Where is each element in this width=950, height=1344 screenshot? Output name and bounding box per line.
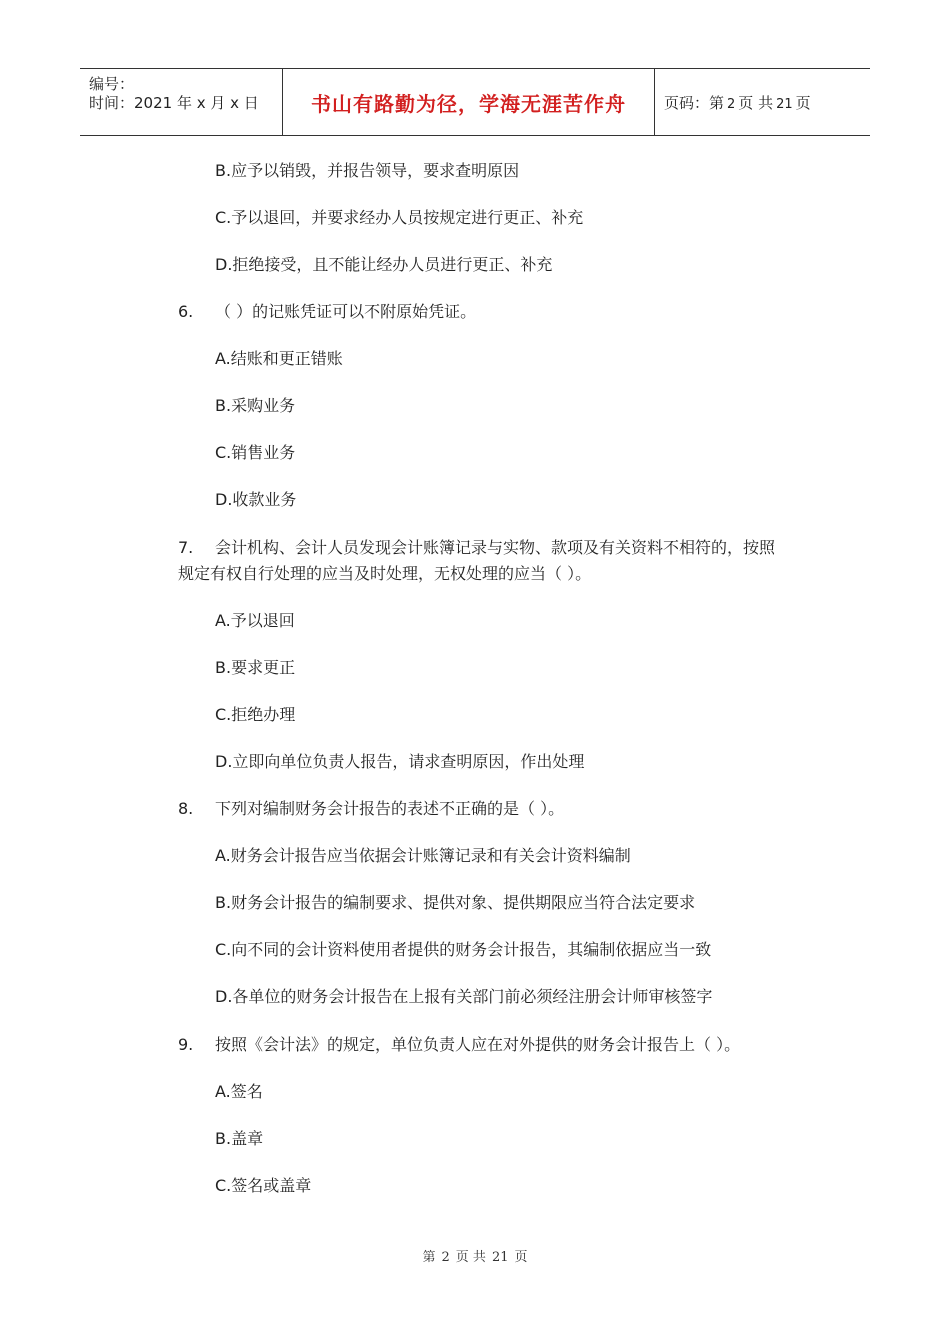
footer-mid: 页 共 [455, 1250, 486, 1265]
header-motto-cell [282, 69, 655, 135]
q7-text-line1: 会计机构、会计人员发现会计账簿记录与实物、款项及有关资料不相符的，按照 [215, 538, 776, 557]
header-left-cell [80, 69, 282, 135]
q6-option-d: D.收款业务 [215, 490, 297, 509]
q7-option-d: D.立即向单位负责人报告，请求查明原因，作出处理 [215, 752, 585, 771]
q8-option-d: D.各单位的财务会计报告在上报有关部门前必须经注册会计师审核签字 [215, 987, 713, 1006]
q7-option-c: C.拒绝办理 [215, 705, 296, 724]
document-code-label: 编号： [89, 75, 135, 93]
footer-prefix: 第 [422, 1250, 436, 1265]
header-page-current: 2 [727, 96, 736, 112]
footer-page-total: 21 [491, 1250, 509, 1265]
q8-number: 8. [178, 799, 194, 818]
q6-option-a: A.结账和更正错账 [215, 349, 343, 368]
page-footer [0, 1246, 950, 1265]
q8-text: 下列对编制财务会计报告的表述不正确的是（ ）。 [215, 799, 565, 818]
q6-text: （ ）的记账凭证可以不附原始凭证。 [215, 302, 477, 321]
document-date-label: 时间：2021 年 x 月 x 日 [89, 94, 259, 112]
footer-page-current: 2 [441, 1250, 450, 1265]
q9-number: 9. [178, 1035, 194, 1054]
q9-option-b: B.盖章 [215, 1129, 264, 1148]
page-header [80, 68, 870, 136]
q5-option-c: C.予以退回，并要求经办人员按规定进行更正、补充 [215, 208, 584, 227]
q5-option-d: D.拒绝接受，且不能让经办人员进行更正、补充 [215, 255, 553, 274]
q8-option-a: A.财务会计报告应当依据会计账簿记录和有关会计资料编制 [215, 846, 631, 865]
q8-option-b: B.财务会计报告的编制要求、提供对象、提供期限应当符合法定要求 [215, 893, 696, 912]
q6-number: 6. [178, 302, 194, 321]
header-motto: 书山有路勤为径，学海无涯苦作舟 [311, 91, 626, 116]
header-page-total: 21 [776, 96, 793, 112]
header-page-info [664, 92, 811, 113]
header-page-suffix: 页 [795, 93, 811, 112]
q7-text-line2: 规定有权自行处理的应当及时处理，无权处理的应当（ ）。 [178, 564, 592, 583]
header-page-cell [655, 69, 870, 135]
header-page-mid: 页 共 [738, 93, 774, 112]
header-page-prefix: 页码：第 [664, 93, 725, 112]
q5-option-b: B.应予以销毁，并报告领导，要求查明原因 [215, 161, 520, 180]
q7-option-b: B.要求更正 [215, 658, 296, 677]
q7-option-a: A.予以退回 [215, 611, 295, 630]
q7-number: 7. [178, 538, 194, 557]
q9-option-a: A.签名 [215, 1082, 263, 1101]
q9-option-c: C.签名或盖章 [215, 1176, 312, 1195]
q9-text: 按照《会计法》的规定，单位负责人应在对外提供的财务会计报告上（ ）。 [215, 1035, 741, 1054]
q6-option-b: B.采购业务 [215, 396, 296, 415]
q6-option-c: C.销售业务 [215, 443, 296, 462]
q8-option-c: C.向不同的会计资料使用者提供的财务会计报告，其编制依据应当一致 [215, 940, 712, 959]
footer-suffix: 页 [514, 1250, 528, 1265]
